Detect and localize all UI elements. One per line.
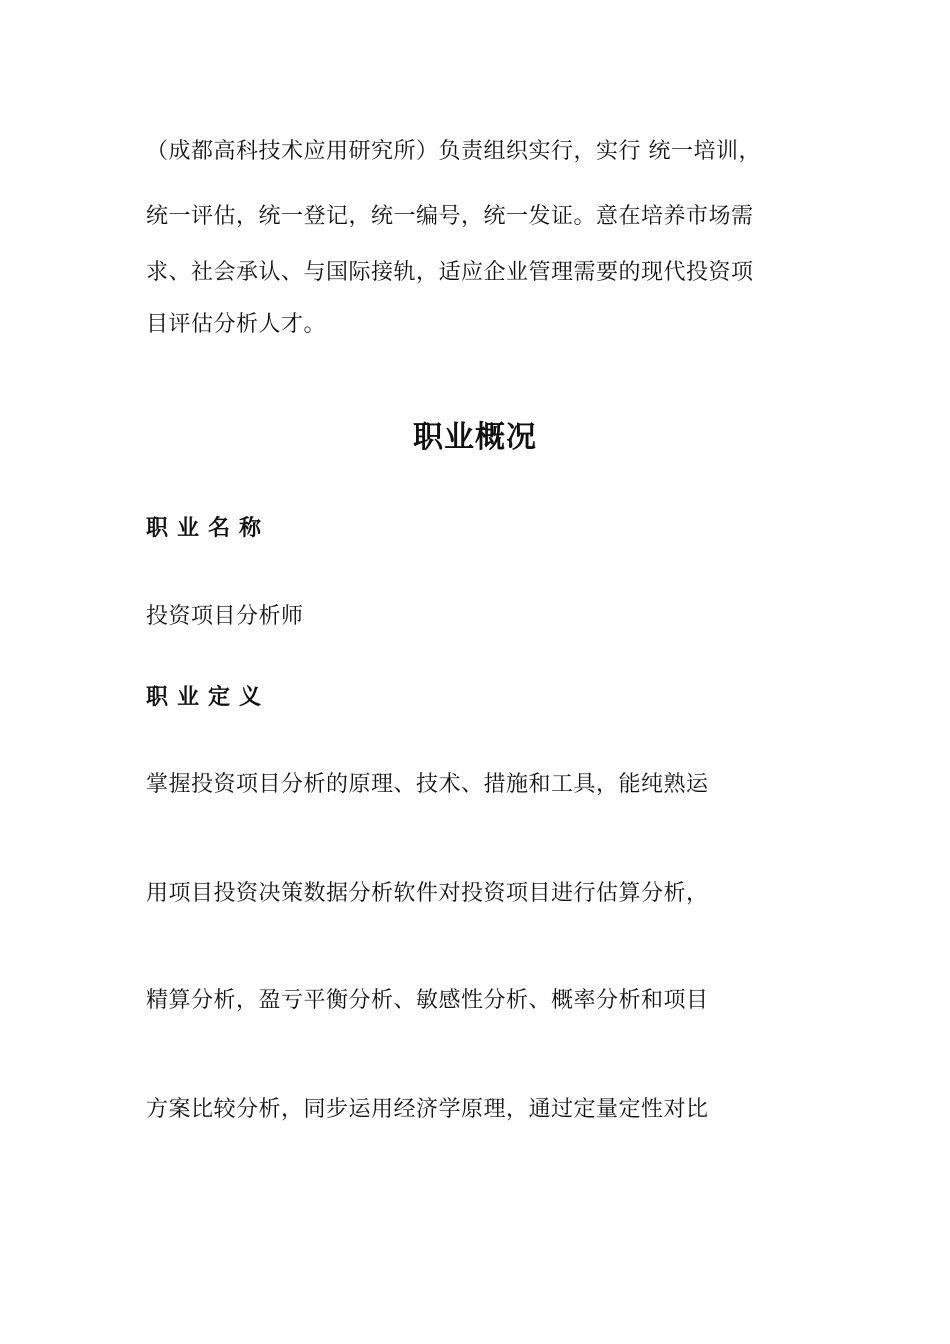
intro-line-1: （成都高科技术应用研究所）负责组织实行，实行 统一培训， (146, 139, 761, 164)
intro-line-3: 求、社会承认、与国际接轨，适应企业管理需要的现代投资项 (146, 260, 754, 285)
occupation-definition-heading: 职业定义 (146, 685, 271, 710)
intro-line-4: 目评估分析人才。 (146, 312, 327, 337)
occupation-name-value: 投资项目分析师 (146, 604, 304, 629)
intro-line-2: 统一评估，统一登记，统一编号，统一发证。意在培养市场需 (146, 204, 754, 229)
occupation-name-heading: 职业名称 (146, 516, 271, 541)
definition-line-1: 掌握投资项目分析的原理、技术、措施和工具，能纯熟运 (146, 772, 709, 797)
definition-line-4: 方案比较分析，同步运用经济学原理，通过定量定性对比 (146, 1097, 709, 1122)
definition-line-3: 精算分析，盈亏平衡分析、敏感性分析、概率分析和项目 (146, 988, 709, 1013)
definition-line-2: 用项目投资决策数据分析软件对投资项目进行估算分析， (146, 881, 709, 906)
section-title: 职业概况 (413, 420, 537, 455)
